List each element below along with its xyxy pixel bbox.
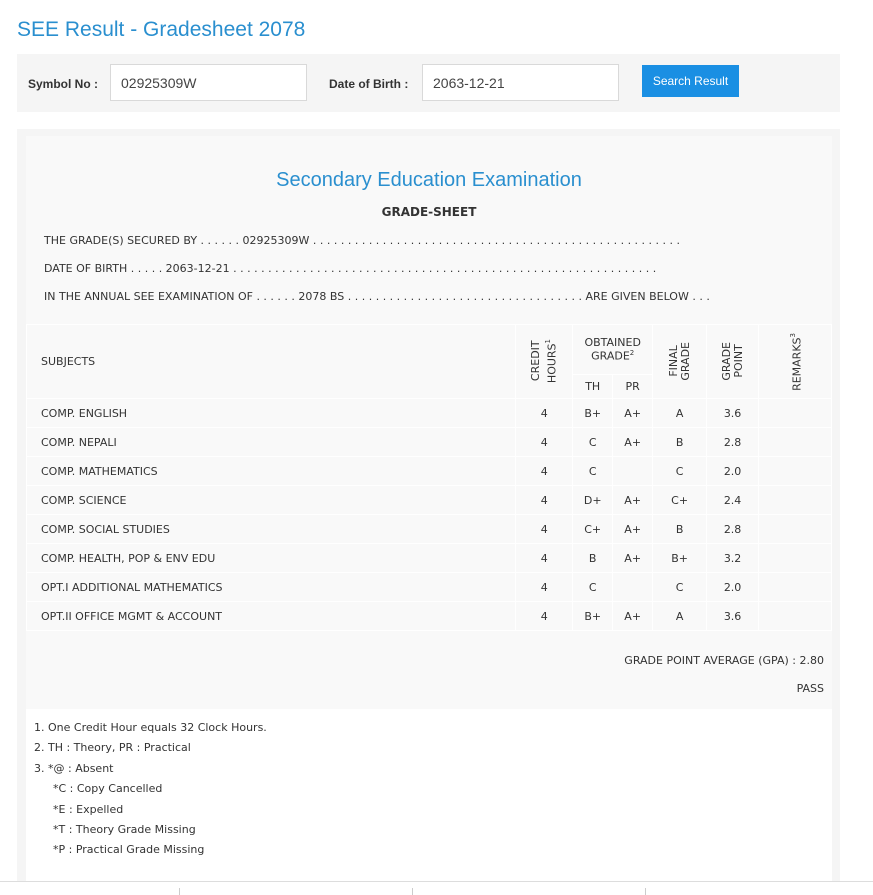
remarks-cell — [759, 515, 832, 544]
subject-cell: OPT.II OFFICE MGMT & ACCOUNT — [27, 602, 516, 631]
search-panel — [17, 54, 840, 112]
gradesheet-card — [26, 136, 832, 895]
grade-point-cell: 2.0 — [707, 573, 759, 602]
pr-cell: A+ — [613, 602, 653, 631]
th-cell: C — [573, 428, 613, 457]
final-grade-cell: C — [653, 457, 707, 486]
header-grade-point: GRADE POINT — [707, 325, 759, 399]
remarks-cell — [759, 602, 832, 631]
credit-cell: 4 — [516, 602, 573, 631]
th-cell: B+ — [573, 399, 613, 428]
remarks-cell — [759, 428, 832, 457]
table-row — [27, 428, 832, 457]
symbol-label: Symbol No : — [28, 77, 99, 91]
pr-cell: A+ — [613, 399, 653, 428]
grade-point-cell: 3.6 — [707, 399, 759, 428]
footnote: *C : Copy Cancelled — [53, 782, 163, 795]
grade-point-cell: 2.4 — [707, 486, 759, 515]
footnotes — [26, 709, 832, 895]
final-grade-cell: B — [653, 515, 707, 544]
secured-by-line: THE GRADE(S) SECURED BY . . . . . . 02925309W . . . . . . . . . . . . . . . . . . . . . . . . . . . . . . . . . . . . . . . . . . . . . . . . . . . . . — [44, 234, 681, 247]
credit-cell: 4 — [516, 428, 573, 457]
th-cell: C+ — [573, 515, 613, 544]
gradesheet-title: GRADE-SHEET — [381, 205, 477, 219]
footnote: 3. *@ : Absent — [34, 762, 114, 775]
remarks-cell — [759, 457, 832, 486]
remarks-cell — [759, 544, 832, 573]
final-grade-cell: A — [653, 399, 707, 428]
th-cell: D+ — [573, 486, 613, 515]
final-grade-cell: A — [653, 602, 707, 631]
table-row — [27, 399, 832, 428]
remarks-cell — [759, 573, 832, 602]
header-th: TH — [573, 375, 613, 399]
th-cell: C — [573, 573, 613, 602]
th-cell: C — [573, 457, 613, 486]
final-grade-cell: B — [653, 428, 707, 457]
footnote: 2. TH : Theory, PR : Practical — [34, 741, 191, 754]
header-remarks: REMARKS$^3$ — [759, 325, 832, 399]
final-grade-cell: C — [653, 573, 707, 602]
th-cell: B+ — [573, 602, 613, 631]
table-row — [27, 573, 832, 602]
result-container — [17, 129, 840, 895]
pr-cell: A+ — [613, 544, 653, 573]
pr-cell — [613, 573, 653, 602]
table-row — [27, 486, 832, 515]
subject-cell: COMP. SOCIAL STUDIES — [27, 515, 516, 544]
pr-cell: A+ — [613, 515, 653, 544]
table-row — [27, 515, 832, 544]
footnote: *E : Expelled — [53, 803, 124, 816]
header-obtained-grade: OBTAINED GRADE$^2$ — [573, 325, 653, 375]
gpa-text: GRADE POINT AVERAGE (GPA) : 2.80 — [624, 654, 824, 667]
pr-cell: A+ — [613, 486, 653, 515]
header-pr: PR — [613, 375, 653, 399]
header-final-grade: FINAL GRADE — [653, 325, 707, 399]
subject-cell: COMP. ENGLISH — [27, 399, 516, 428]
remarks-cell — [759, 399, 832, 428]
symbol-input[interactable] — [110, 64, 307, 101]
pr-cell: A+ — [613, 428, 653, 457]
credit-cell: 4 — [516, 544, 573, 573]
grade-point-cell: 3.6 — [707, 602, 759, 631]
table-row — [27, 602, 832, 631]
header-credit-hours: CREDIT HOURS$^1$ — [516, 325, 573, 399]
subject-cell: COMP. NEPALI — [27, 428, 516, 457]
grade-point-cell: 2.8 — [707, 515, 759, 544]
subject-cell: COMP. MATHEMATICS — [27, 457, 516, 486]
grade-point-cell: 2.0 — [707, 457, 759, 486]
credit-cell: 4 — [516, 573, 573, 602]
credit-cell: 4 — [516, 399, 573, 428]
grade-point-cell: 2.8 — [707, 428, 759, 457]
bottom-bar — [0, 881, 873, 895]
page-title: SEE Result - Gradesheet 2078 — [17, 18, 306, 41]
search-result-button[interactable]: Search Result — [642, 65, 739, 97]
dob-input[interactable] — [422, 64, 619, 101]
dob-line: DATE OF BIRTH . . . . . 2063-12-21 . . . . . . . . . . . . . . . . . . . . . . . . . . . . . . . . . . . . . . . . . . . . . . . . . . . . . . . . . . . . . — [44, 262, 657, 275]
subject-cell: COMP. HEALTH, POP & ENV EDU — [27, 544, 516, 573]
footnote: *T : Theory Grade Missing — [53, 823, 196, 836]
exam-line: IN THE ANNUAL SEE EXAMINATION OF . . . . . . 2078 BS . . . . . . . . . . . . . . . . . . . . . . . . . . . . . . . . . . ARE GIVEN BELOW . . . — [44, 290, 710, 303]
pr-cell — [613, 457, 653, 486]
footnote: *P : Practical Grade Missing — [53, 843, 205, 856]
result-status: PASS — [796, 682, 824, 695]
subject-cell: COMP. SCIENCE — [27, 486, 516, 515]
header-subjects: SUBJECTS — [27, 325, 516, 399]
th-cell: B — [573, 544, 613, 573]
remarks-cell — [759, 486, 832, 515]
exam-title: Secondary Education Examination — [276, 169, 582, 191]
grades-table — [26, 324, 832, 631]
footnote: 1. One Credit Hour equals 32 Clock Hours. — [34, 721, 267, 734]
credit-cell: 4 — [516, 515, 573, 544]
grade-point-cell: 3.2 — [707, 544, 759, 573]
subject-cell: OPT.I ADDITIONAL MATHEMATICS — [27, 573, 516, 602]
credit-cell: 4 — [516, 486, 573, 515]
table-row — [27, 457, 832, 486]
credit-cell: 4 — [516, 457, 573, 486]
table-row — [27, 544, 832, 573]
final-grade-cell: B+ — [653, 544, 707, 573]
final-grade-cell: C+ — [653, 486, 707, 515]
dob-label: Date of Birth : — [329, 77, 409, 91]
